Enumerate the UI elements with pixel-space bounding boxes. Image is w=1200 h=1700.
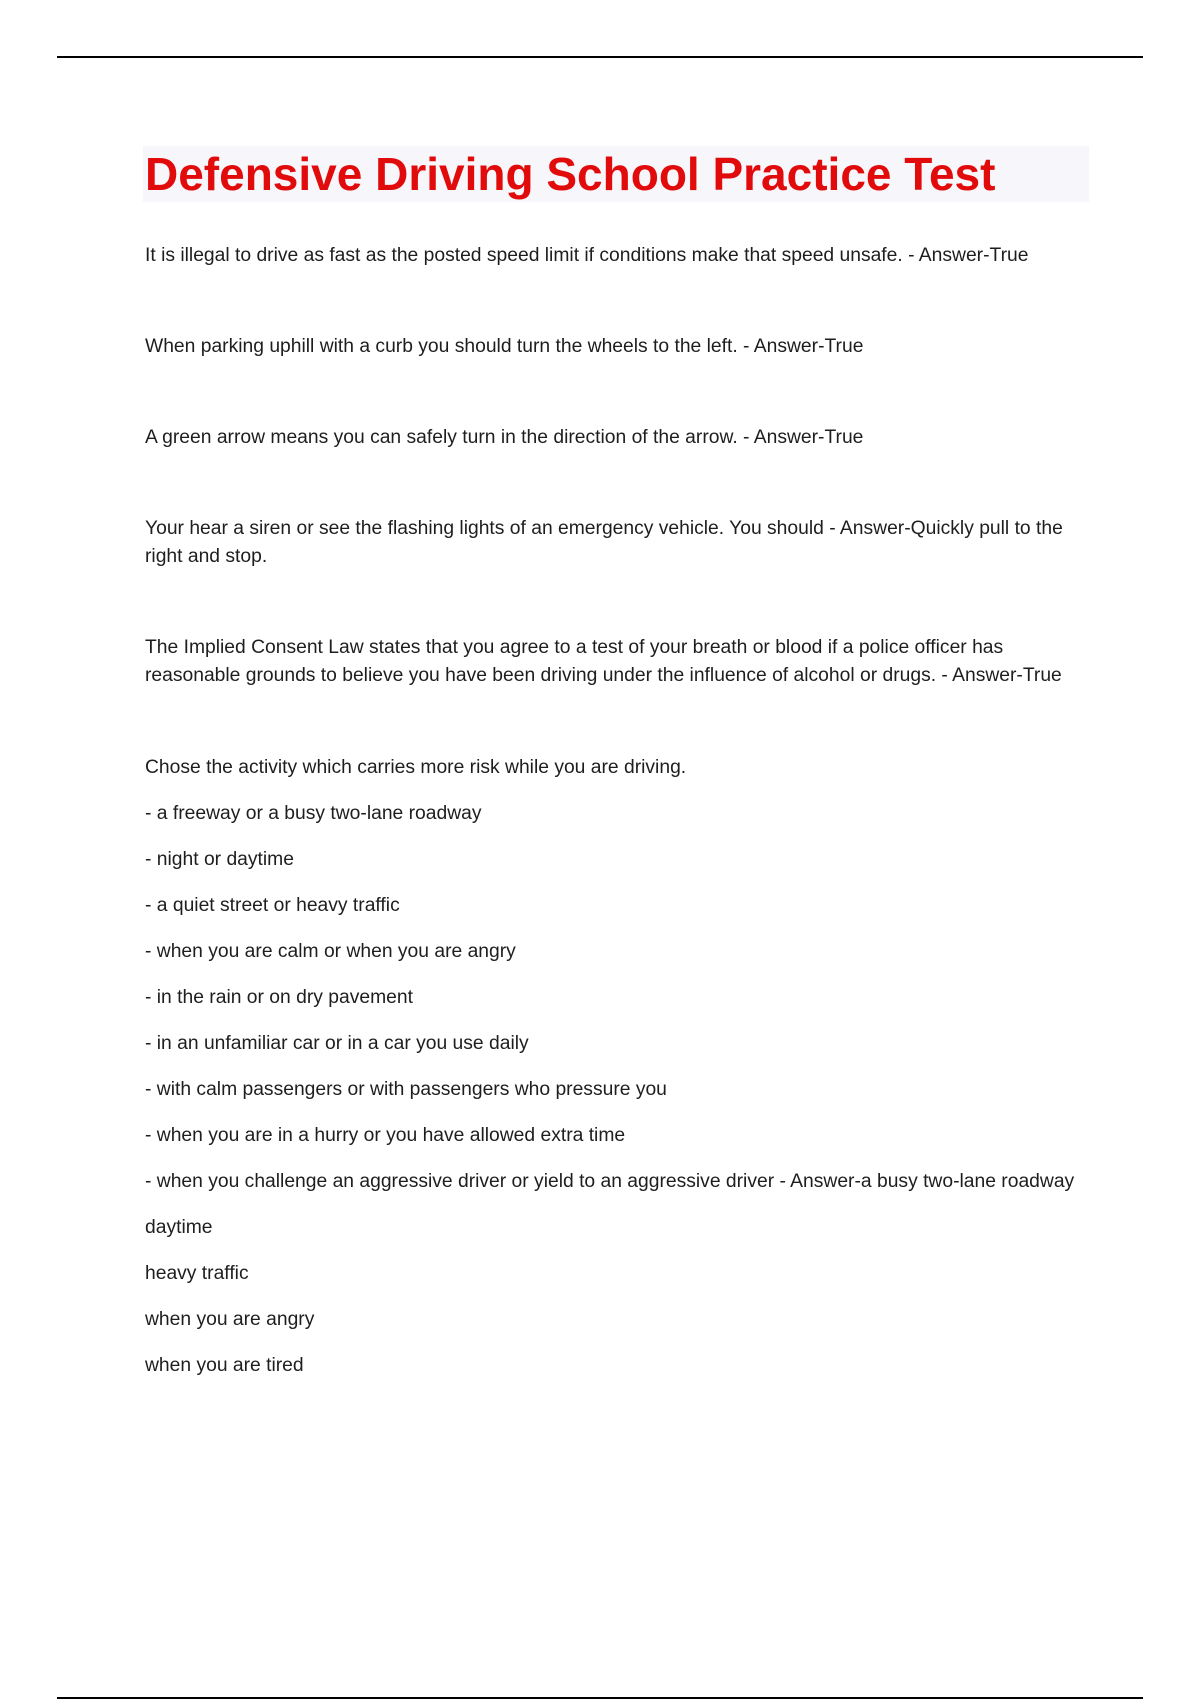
- document-body: [145, 242, 1095, 1380]
- question-1: It is illegal to drive as fast as the posted speed limit if conditions make that speed unsafe. - Answer-True: [145, 245, 1029, 266]
- list-item: - when you challenge an aggressive driver or yield to an aggressive driver - Answer-a busy two-lane roadway: [145, 1171, 1075, 1192]
- question-6: Chose the activity which carries more risk while you are driving.: [145, 757, 687, 778]
- list-item: - night or daytime: [145, 849, 294, 870]
- list-item: - in the rain or on dry pavement: [145, 987, 413, 1008]
- list-item: - a quiet street or heavy traffic: [145, 895, 400, 916]
- question-2: When parking uphill with a curb you should turn the wheels to the left. - Answer-True: [145, 336, 864, 357]
- risk-options-list: [145, 800, 1095, 1196]
- list-item: - when you are in a hurry or you have allowed extra time: [145, 1125, 626, 1146]
- list-item: - a freeway or a busy two-lane roadway: [145, 803, 482, 824]
- title-band: [143, 146, 1089, 202]
- bottom-rule: [57, 1697, 1143, 1699]
- answer-item: when you are tired: [145, 1355, 304, 1376]
- answer-item: when you are angry: [145, 1309, 315, 1330]
- list-item: - when you are calm or when you are angry: [145, 941, 516, 962]
- list-item: - with calm passengers or with passengers who pressure you: [145, 1079, 667, 1100]
- document-content: [145, 146, 1095, 1380]
- document-title: Defensive Driving School Practice Test: [145, 148, 996, 200]
- answers-list: [145, 1214, 1095, 1380]
- list-item: - in an unfamiliar car or in a car you use daily: [145, 1033, 529, 1054]
- question-3: A green arrow means you can safely turn in the direction of the arrow. - Answer-True: [145, 427, 864, 448]
- answer-item: heavy traffic: [145, 1263, 249, 1284]
- top-rule: [57, 56, 1143, 58]
- question-4: Your hear a siren or see the flashing lights of an emergency vehicle. You should - Answer-Quickly pull to the right and stop.: [145, 518, 1063, 567]
- answer-item: daytime: [145, 1217, 213, 1238]
- question-5: The Implied Consent Law states that you agree to a test of your breath or blood if a police officer has reasonable grounds to believe you have been driving under the influence of alcohol or drugs. - Answer-True: [145, 637, 1062, 686]
